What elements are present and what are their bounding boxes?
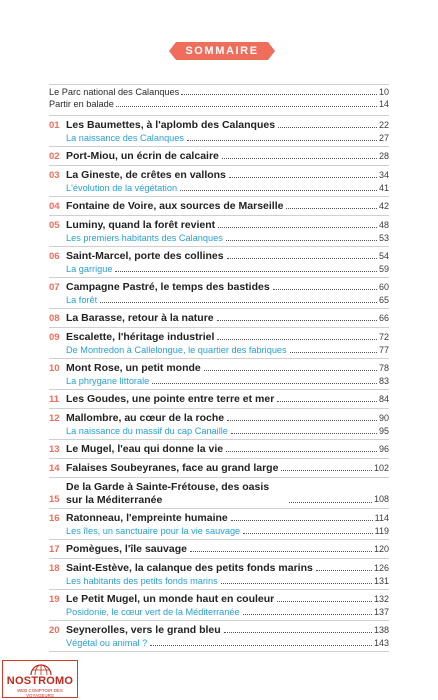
- chapter-number: 15: [49, 494, 60, 505]
- toc-subsection-link[interactable]: [49, 132, 389, 144]
- toc-entry: [49, 359, 389, 390]
- sommaire-badge: SOMMAIRE: [176, 42, 268, 60]
- page-number: 102: [373, 463, 389, 473]
- dot-leader: [227, 258, 377, 259]
- toc-subsection-link[interactable]: [49, 263, 389, 275]
- dot-leader: [226, 240, 377, 241]
- dot-leader: [115, 271, 377, 272]
- dot-leader: [152, 383, 377, 384]
- chapter-number: 07: [49, 282, 60, 293]
- toc-entry: [49, 328, 389, 359]
- page-number: 78: [378, 363, 389, 373]
- toc-subsection-link[interactable]: [49, 606, 389, 618]
- toc-entry: [49, 559, 389, 590]
- toc-chapter-link[interactable]: [49, 219, 389, 232]
- page-number: 28: [378, 151, 389, 161]
- chapter-title: Saint-Marcel, porte des collines: [66, 250, 224, 262]
- dot-leader: [180, 190, 377, 191]
- subsection-title: L'évolution de la végétation: [66, 183, 178, 193]
- dot-leader: [243, 533, 372, 534]
- toc-entry: [49, 116, 389, 147]
- toc-entry: [49, 621, 389, 652]
- page-number: 120: [373, 544, 389, 554]
- toc-chapter-link[interactable]: [49, 543, 389, 556]
- table-of-contents: [49, 84, 389, 652]
- chapter-number: 10: [49, 363, 60, 374]
- subsection-title: Posidonie, le cœur vert de la Méditerranée: [66, 607, 240, 617]
- dot-leader: [221, 583, 372, 584]
- page-number: 14: [378, 99, 389, 109]
- subsection-title: La naissance des Calanques: [66, 133, 184, 143]
- toc-entry: [49, 478, 389, 509]
- toc-subsection-link[interactable]: [49, 637, 389, 649]
- toc-chapter-link[interactable]: [49, 462, 389, 475]
- dot-leader: [243, 614, 372, 615]
- dot-leader: [218, 227, 377, 228]
- chapter-number: 05: [49, 220, 60, 231]
- subsection-title: La naissance du massif du cap Canaille: [66, 426, 228, 436]
- dot-leader: [217, 339, 377, 340]
- page-number: 131: [373, 576, 389, 586]
- dot-leader: [190, 551, 372, 552]
- page-number: 114: [374, 513, 389, 523]
- subsection-title: De Montredon à Callelongue, le quartier des fabriques: [66, 345, 287, 355]
- toc-chapter-link[interactable]: [49, 331, 389, 344]
- chapter-number: 18: [49, 563, 60, 574]
- page-number: 126: [373, 563, 389, 573]
- chapter-number: 14: [49, 463, 60, 474]
- toc-intro-item[interactable]: [49, 98, 389, 110]
- page-number: 83: [378, 376, 389, 386]
- subsection-title: La phrygane littorale: [66, 376, 150, 386]
- toc-chapter-link[interactable]: [49, 150, 389, 163]
- toc-subsection-link[interactable]: [49, 575, 389, 587]
- dot-leader: [316, 570, 372, 571]
- page-number: 90: [378, 413, 389, 423]
- logo-tagline: WEB COMPTOIR DES VOYAGEURS: [17, 688, 63, 698]
- toc-subsection-link[interactable]: [49, 525, 389, 537]
- toc-intro-title: Partir en balade: [49, 99, 114, 109]
- dot-leader: [187, 140, 377, 141]
- intro-section: [49, 85, 389, 115]
- dot-leader: [277, 601, 372, 602]
- toc-entry: [49, 216, 389, 247]
- toc-subsection-link[interactable]: [49, 344, 389, 356]
- page-number: 84: [378, 394, 389, 404]
- toc-entry: [49, 247, 389, 278]
- page-number: 42: [378, 201, 389, 211]
- chapter-title: Seynerolles, vers le grand bleu: [66, 624, 221, 636]
- dot-leader: [116, 106, 377, 107]
- toc-entry: [49, 309, 389, 328]
- chapter-number: 19: [49, 594, 60, 605]
- page-number: 138: [373, 625, 389, 635]
- page-number: 66: [378, 313, 389, 323]
- toc-chapter-link[interactable]: [49, 443, 389, 456]
- dot-leader: [290, 352, 377, 353]
- chapter-title: Les Goudes, une pointe entre terre et mer: [66, 393, 275, 405]
- toc-entry: [49, 197, 389, 216]
- page-number: 95: [378, 426, 389, 436]
- page-number: 143: [373, 638, 389, 648]
- chapter-title: Saint-Estève, la calanque des petits fonds marins: [66, 562, 313, 574]
- chapter-number: 01: [49, 120, 60, 131]
- page-number: 10: [378, 87, 389, 97]
- dot-leader: [217, 320, 377, 321]
- dot-leader: [231, 433, 377, 434]
- page-number: 22: [378, 120, 389, 130]
- dot-leader: [227, 420, 377, 421]
- chapter-number: 08: [49, 313, 60, 324]
- chapter-title: Le Mugel, l'eau qui donne la vie: [66, 443, 224, 455]
- chapter-title: Mont Rose, un petit monde: [66, 362, 201, 374]
- toc-chapter-link[interactable]: [49, 281, 389, 294]
- subsection-title: La garrigue: [66, 264, 113, 274]
- toc-chapter-link[interactable]: [49, 512, 389, 525]
- subsection-title: Les îles, un sanctuaire pour la vie sauvage: [66, 526, 241, 536]
- page-number: 34: [378, 170, 389, 180]
- chapter-title: Pomègues, l'île sauvage: [66, 543, 187, 555]
- chapter-number: 02: [49, 151, 60, 162]
- chapter-title: La Gineste, de crêtes en vallons: [66, 169, 226, 181]
- subsection-title: La forêt: [66, 295, 98, 305]
- toc-chapter-link[interactable]: [49, 200, 389, 213]
- chapter-title: Escalette, l'héritage industriel: [66, 331, 215, 343]
- toc-subsection-link[interactable]: [49, 294, 389, 306]
- page-number: 119: [374, 526, 389, 536]
- toc-entry: [49, 166, 389, 197]
- logo-wordmark: NOSTROMO: [6, 675, 74, 687]
- toc-chapter-link[interactable]: [49, 481, 389, 506]
- page-number: 27: [378, 133, 389, 143]
- subsection-title: Les habitants des petits fonds marins: [66, 576, 218, 586]
- toc-chapter-link[interactable]: [49, 312, 389, 325]
- chapter-number: 11: [49, 394, 60, 405]
- globe-icon: [30, 663, 52, 675]
- chapter-number: 04: [49, 201, 60, 212]
- toc-intro-title: Le Parc national des Calanques: [49, 87, 180, 97]
- toc-subsection-link[interactable]: [49, 232, 389, 244]
- chapter-title: Mallombre, au cœur de la roche: [66, 412, 225, 424]
- toc-entry: [49, 147, 389, 166]
- chapter-title: Port-Miou, un écrin de calcaire: [66, 150, 219, 162]
- toc-chapter-link[interactable]: [49, 562, 389, 575]
- toc-subsection-link[interactable]: [49, 425, 389, 437]
- chapter-number: 20: [49, 625, 60, 636]
- page-number: 132: [373, 594, 389, 604]
- page-number: 96: [378, 444, 389, 454]
- chapter-title: Ratonneau, l'empreinte humaine: [66, 512, 228, 524]
- dot-leader: [150, 645, 372, 646]
- toc-entries: [49, 116, 389, 652]
- toc-chapter-link[interactable]: [49, 412, 389, 425]
- page-number: 54: [378, 251, 389, 261]
- dot-leader: [231, 520, 373, 521]
- dot-leader: [226, 451, 377, 452]
- toc-entry: [49, 540, 389, 559]
- toc-entry: [49, 590, 389, 621]
- page-number: 77: [378, 345, 389, 355]
- dot-leader: [100, 302, 377, 303]
- page-number: 137: [373, 607, 389, 617]
- chapter-title: Les Baumettes, à l'aplomb des Calanques: [66, 119, 276, 131]
- dot-leader: [277, 401, 377, 402]
- toc-chapter-link[interactable]: [49, 593, 389, 606]
- toc-entry: [49, 509, 389, 540]
- page-number: 59: [378, 264, 389, 274]
- toc-subsection-link[interactable]: [49, 375, 389, 387]
- page-number: 60: [378, 282, 389, 292]
- toc-chapter-link[interactable]: [49, 624, 389, 637]
- page-number: 48: [378, 220, 389, 230]
- chapter-number: 12: [49, 413, 60, 424]
- toc-subsection-link[interactable]: [49, 182, 389, 194]
- toc-chapter-link[interactable]: [49, 250, 389, 263]
- chapter-number: 17: [49, 544, 60, 555]
- toc-entry: [49, 459, 389, 478]
- dot-leader: [286, 208, 377, 209]
- nostromo-logo: [2, 660, 78, 698]
- page-number: 53: [378, 233, 389, 243]
- chapter-number: 09: [49, 332, 60, 343]
- toc-intro-item[interactable]: [49, 86, 389, 98]
- toc-chapter-link[interactable]: [49, 362, 389, 375]
- page-number: 72: [378, 332, 389, 342]
- dot-leader: [281, 470, 372, 471]
- chapter-number: 13: [49, 444, 60, 455]
- chapter-title: Fontaine de Voire, aux sources de Marseille: [66, 200, 284, 212]
- chapter-title: La Barasse, retour à la nature: [66, 312, 214, 324]
- toc-entry: [49, 409, 389, 440]
- dot-leader: [229, 177, 377, 178]
- toc-chapter-link[interactable]: [49, 169, 389, 182]
- page-number: 65: [378, 295, 389, 305]
- chapter-title: Campagne Pastré, le temps des bastides: [66, 281, 270, 293]
- page-number: 41: [378, 183, 389, 193]
- dot-leader: [278, 127, 377, 128]
- chapter-title: De la Garde à Sainte-Frétouse, des oasis sur la Méditerranée: [66, 481, 270, 506]
- chapter-number: 06: [49, 251, 60, 262]
- dot-leader: [273, 289, 377, 290]
- chapter-title: Le Petit Mugel, un monde haut en couleur: [66, 593, 275, 605]
- chapter-number: 16: [49, 513, 60, 524]
- chapter-title: Luminy, quand la forêt revient: [66, 219, 216, 231]
- toc-chapter-link[interactable]: [49, 393, 389, 406]
- dot-leader: [289, 502, 372, 503]
- toc-entry: [49, 440, 389, 459]
- dot-leader: [204, 370, 377, 371]
- page-number: 108: [373, 494, 389, 504]
- subsection-title: Les premiers habitants des Calanques: [66, 233, 223, 243]
- toc-entry: [49, 278, 389, 309]
- subsection-title: Végétal ou animal ?: [66, 638, 148, 648]
- chapter-title: Falaises Soubeyranes, face au grand large: [66, 462, 279, 474]
- toc-entry: [49, 390, 389, 409]
- toc-chapter-link[interactable]: [49, 119, 389, 132]
- dot-leader: [222, 158, 377, 159]
- dot-leader: [224, 632, 372, 633]
- dot-leader: [181, 94, 377, 95]
- chapter-number: 03: [49, 170, 60, 181]
